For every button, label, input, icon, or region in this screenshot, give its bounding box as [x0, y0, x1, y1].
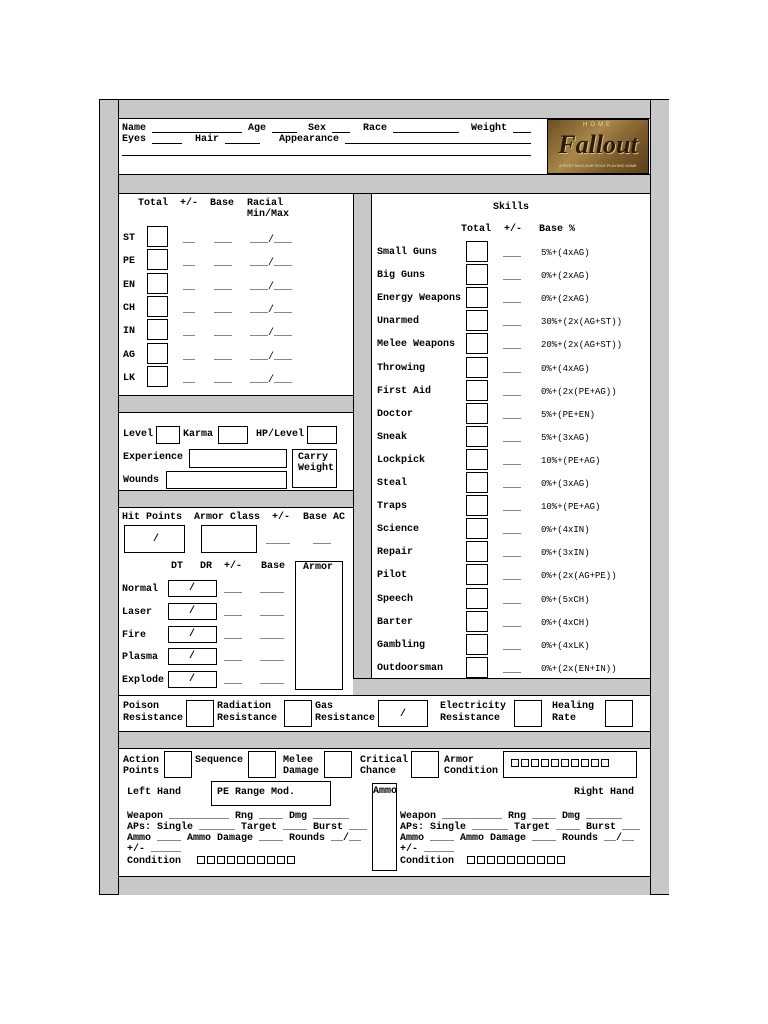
- skill-base-formula: 0%+(4xIN): [541, 525, 590, 536]
- right-condition-checkbox[interactable]: [487, 856, 495, 864]
- armor-class-box[interactable]: [201, 525, 257, 553]
- armor-condition-checkbox[interactable]: [581, 759, 589, 767]
- stat-label: EN: [123, 279, 136, 291]
- logo-text: Fallout: [558, 130, 638, 159]
- stat-total-box[interactable]: [147, 249, 168, 270]
- left-hand-label: Left Hand: [127, 787, 182, 798]
- section-bar-skills-bottom: [353, 678, 650, 696]
- skill-name: Doctor: [377, 408, 414, 420]
- res-plusminus-blank[interactable]: ___: [224, 585, 243, 596]
- skill-name: Repair: [377, 547, 414, 559]
- carry-weight-label-1: Carry: [298, 452, 329, 463]
- stat-total-box[interactable]: [147, 319, 168, 340]
- dt-dr-slash: /: [189, 583, 196, 594]
- sex-label: Sex: [308, 123, 327, 134]
- skill-base-formula: 30%+(2x(AG+ST)): [541, 317, 623, 328]
- res-base-blank[interactable]: ____: [260, 607, 285, 619]
- skill-plusminus-blank[interactable]: ___: [503, 295, 522, 307]
- ammo-label: Ammo: [373, 786, 398, 797]
- skill-name: Melee Weapons: [377, 339, 456, 351]
- right-condition-checkbox[interactable]: [537, 856, 545, 864]
- res-plusminus-blank[interactable]: ___: [224, 607, 243, 619]
- skill-plusminus-blank[interactable]: ___: [503, 249, 522, 260]
- electricity-label-1: Electricity: [440, 701, 507, 712]
- armor-condition-checkbox[interactable]: [561, 759, 569, 767]
- skill-plusminus-blank[interactable]: ___: [503, 641, 522, 653]
- ac-plusminus-blank[interactable]: ____: [266, 536, 291, 547]
- stat-label: CH: [123, 302, 136, 314]
- radiation-label-2: Resistance: [217, 713, 278, 724]
- armor-condition-checkbox[interactable]: [601, 759, 609, 767]
- armor-condition-label-2: Condition: [444, 766, 499, 777]
- dt-dr-box[interactable]: [168, 603, 217, 620]
- right-condition-checkbox[interactable]: [557, 856, 565, 864]
- left-border-bar: [100, 100, 119, 894]
- skill-base-formula: 5%+(3xAG): [541, 432, 590, 443]
- name-field[interactable]: [152, 132, 242, 133]
- dt-dr-box[interactable]: [168, 626, 217, 643]
- stat-label: ST: [123, 233, 136, 244]
- dt-dr-slash: /: [189, 674, 196, 686]
- armor-box[interactable]: [295, 561, 343, 690]
- left-weapon-line[interactable]: +/- _____: [127, 844, 182, 855]
- left-condition-checkbox[interactable]: [237, 856, 245, 864]
- skill-total-box[interactable]: [466, 541, 488, 562]
- right-condition-checkbox[interactable]: [547, 856, 555, 864]
- race-label: Race: [363, 123, 388, 134]
- sequence-box[interactable]: [248, 751, 276, 778]
- skill-base-formula: 0%+(3xAG): [541, 479, 590, 489]
- skill-name: Unarmed: [377, 316, 420, 328]
- stat-total-box[interactable]: [147, 296, 168, 317]
- right-condition-checkbox[interactable]: [477, 856, 485, 864]
- damage-type-label: Normal: [122, 584, 159, 595]
- race-field[interactable]: [393, 132, 459, 133]
- armor-condition-checkbox[interactable]: [521, 759, 529, 767]
- skill-total-box[interactable]: [466, 472, 488, 493]
- radiation-resistance-box[interactable]: [284, 700, 312, 727]
- stat-label: IN: [123, 326, 136, 338]
- skills-title: Skills: [493, 202, 530, 213]
- skill-total-box[interactable]: [466, 241, 488, 262]
- skill-total-box[interactable]: [466, 518, 488, 539]
- skill-name: Big Guns: [377, 270, 426, 282]
- karma-box[interactable]: [218, 426, 248, 444]
- skill-total-box[interactable]: [466, 588, 488, 609]
- left-weapon-line[interactable]: Weapon __________ Rng ____ Dmg ______: [127, 811, 350, 822]
- dt-dr-box[interactable]: [168, 671, 217, 688]
- armor-condition-checkbox[interactable]: [531, 759, 539, 767]
- gas-resistance-box[interactable]: [378, 700, 428, 727]
- armor-condition-box: [503, 751, 637, 778]
- action-points-label-2: Points: [123, 766, 160, 777]
- stat-plusminus-blank[interactable]: __: [183, 258, 196, 270]
- action-points-box[interactable]: [164, 751, 192, 778]
- skill-base-formula: 20%+(2x(AG+ST)): [541, 340, 623, 351]
- poison-resistance-box[interactable]: [186, 700, 214, 727]
- karma-label: Karma: [183, 429, 214, 440]
- attr-plusminus-header: +/-: [180, 198, 199, 209]
- skill-plusminus-blank[interactable]: ___: [503, 410, 522, 422]
- base-ac-label: Base AC: [303, 512, 346, 523]
- res-plusminus-blank[interactable]: ___: [224, 653, 243, 665]
- section-bar-level: [119, 395, 353, 413]
- stat-total-box[interactable]: [147, 343, 168, 364]
- armor-condition-checkbox[interactable]: [551, 759, 559, 767]
- skill-total-box[interactable]: [466, 426, 488, 447]
- left-condition-checkbox[interactable]: [227, 856, 235, 864]
- armor-label: Armor: [303, 562, 334, 573]
- skill-base-formula: 0%+(2x(AG+PE)): [541, 571, 617, 582]
- stat-base-blank[interactable]: ___: [214, 258, 233, 270]
- skill-name: Science: [377, 524, 420, 536]
- left-condition-checkbox[interactable]: [287, 856, 295, 864]
- skill-name: Throwing: [377, 362, 426, 374]
- right-hand-label: Right Hand: [574, 787, 635, 798]
- skill-base-formula: 0%+(4xCH): [541, 617, 590, 628]
- level-label: Level: [123, 429, 154, 440]
- skill-plusminus-blank[interactable]: ___: [503, 549, 522, 561]
- top-bar: [119, 100, 650, 119]
- ammo-box[interactable]: [372, 783, 397, 871]
- action-points-label-1: Action: [123, 755, 160, 766]
- skill-plusminus-blank[interactable]: ___: [503, 595, 522, 607]
- dt-dr-slash: /: [189, 605, 196, 617]
- res-plusminus-blank[interactable]: ___: [224, 630, 243, 642]
- electricity-resistance-box[interactable]: [514, 700, 542, 727]
- skill-name: Traps: [377, 501, 408, 513]
- logo-top-text: HOME: [583, 122, 613, 128]
- right-weapon-line[interactable]: Ammo ____ Ammo Damage ____ Rounds __/__: [400, 833, 635, 844]
- attr-base-header: Base: [210, 198, 235, 209]
- electricity-label-2: Resistance: [440, 713, 501, 724]
- attr-minmax-header: Min/Max: [247, 209, 290, 220]
- stat-base-blank[interactable]: ___: [214, 374, 233, 386]
- stat-minmax-blank[interactable]: ___/___: [250, 374, 293, 386]
- stat-base-blank[interactable]: ___: [214, 304, 233, 316]
- res-base-blank[interactable]: ____: [260, 653, 285, 665]
- hit-points-label: Hit Points: [122, 512, 183, 523]
- skill-base-formula: 5%+(4xAG): [541, 248, 590, 258]
- armor-condition-checkbox[interactable]: [511, 759, 519, 767]
- skill-total-box[interactable]: [466, 310, 488, 331]
- hit-points-slash: /: [153, 534, 160, 545]
- stat-base-blank[interactable]: ___: [214, 235, 233, 246]
- stat-minmax-blank[interactable]: ___/___: [250, 304, 293, 316]
- skill-base-formula: 0%+(3xIN): [541, 548, 590, 559]
- stat-label: AG: [123, 349, 136, 361]
- skill-plusminus-blank[interactable]: ___: [503, 480, 522, 491]
- skill-base-formula: 0%+(4xAG): [541, 363, 590, 374]
- stat-label: PE: [123, 256, 136, 268]
- damage-type-label: Laser: [122, 606, 153, 618]
- dt-dr-box[interactable]: [168, 580, 217, 597]
- melee-damage-label-2: Damage: [283, 766, 320, 777]
- skill-total-box[interactable]: [466, 564, 488, 585]
- skill-name: Speech: [377, 593, 414, 605]
- skill-name: Barter: [377, 616, 414, 628]
- damage-type-label: Plasma: [122, 652, 159, 664]
- skill-name: Energy Weapons: [377, 293, 462, 305]
- skill-plusminus-blank[interactable]: ___: [503, 433, 522, 445]
- critical-chance-label-1: Critical: [360, 755, 409, 766]
- skill-plusminus-blank[interactable]: ___: [503, 341, 522, 353]
- right-condition-checkboxes: [467, 856, 567, 867]
- stat-plusminus-blank[interactable]: __: [183, 351, 196, 363]
- stat-total-box[interactable]: [147, 273, 168, 294]
- fallout-logo: [547, 119, 649, 174]
- left-condition-checkbox[interactable]: [267, 856, 275, 864]
- name-label: Name: [122, 123, 147, 134]
- critical-chance-box[interactable]: [411, 751, 439, 778]
- stat-base-blank[interactable]: ___: [214, 351, 233, 363]
- stat-plusminus-blank[interactable]: __: [183, 374, 196, 386]
- appearance-field-line2[interactable]: [122, 155, 531, 156]
- skill-base-formula: 10%+(PE+AG): [541, 502, 601, 513]
- skill-total-box[interactable]: [466, 403, 488, 424]
- hair-label: Hair: [195, 134, 220, 145]
- carry-weight-box[interactable]: [292, 449, 337, 488]
- skill-total-box[interactable]: [466, 611, 488, 632]
- appearance-field[interactable]: [345, 143, 531, 144]
- experience-box[interactable]: [189, 449, 287, 468]
- level-box[interactable]: [156, 426, 180, 444]
- hp-level-box[interactable]: [307, 426, 337, 444]
- right-condition-checkbox[interactable]: [467, 856, 475, 864]
- skill-plusminus-blank[interactable]: ___: [503, 618, 522, 630]
- logo-sub-text: A POST NUCLEAR ROLE PLAYING GAME: [559, 163, 637, 168]
- attr-skills-separator: [353, 194, 372, 678]
- skill-plusminus-blank[interactable]: ___: [503, 526, 522, 538]
- skill-base-formula: 5%+(PE+EN): [541, 409, 596, 420]
- critical-chance-label-2: Chance: [360, 766, 397, 777]
- melee-damage-label-1: Melee: [283, 755, 314, 766]
- skill-plusminus-blank[interactable]: ___: [503, 387, 522, 399]
- res-base-blank[interactable]: ____: [260, 585, 285, 596]
- dr-header: DR: [200, 561, 213, 572]
- left-condition-checkbox[interactable]: [207, 856, 215, 864]
- skill-name: Outdoorsman: [377, 662, 444, 674]
- bottom-bar: [119, 876, 650, 895]
- skills-total-header: Total: [461, 224, 492, 235]
- weight-label: Weight: [471, 123, 508, 134]
- stat-minmax-blank[interactable]: ___/___: [250, 328, 293, 340]
- eyes-field[interactable]: [152, 143, 182, 144]
- skill-base-formula: 0%+(5xCH): [541, 594, 590, 605]
- sequence-label: Sequence: [195, 755, 244, 766]
- left-condition-checkbox[interactable]: [257, 856, 265, 864]
- stat-total-box[interactable]: [147, 366, 168, 387]
- skill-total-box[interactable]: [466, 357, 488, 378]
- stat-minmax-blank[interactable]: ___/___: [250, 281, 293, 293]
- skill-plusminus-blank[interactable]: ___: [503, 272, 522, 284]
- right-condition-checkbox[interactable]: [527, 856, 535, 864]
- section-bar-derived: [119, 731, 650, 749]
- right-weapon-line[interactable]: Weapon __________ Rng ____ Dmg ______: [400, 811, 623, 822]
- skill-name: First Aid: [377, 385, 432, 397]
- attr-total-header: Total: [138, 198, 169, 209]
- wounds-label: Wounds: [123, 475, 160, 486]
- left-weapon-line[interactable]: Ammo ____ Ammo Damage ____ Rounds __/__: [127, 833, 362, 844]
- dt-dr-slash: /: [189, 628, 196, 640]
- gas-label-1: Gas: [315, 701, 334, 712]
- skill-plusminus-blank[interactable]: ___: [503, 664, 522, 676]
- melee-damage-box[interactable]: [324, 751, 352, 778]
- divider: [119, 695, 650, 696]
- right-weapon-line[interactable]: APs: Single ______ Target ____ Burst ___: [400, 822, 641, 833]
- armor-condition-checkbox[interactable]: [541, 759, 549, 767]
- attr-racial-header: Racial: [247, 198, 284, 209]
- sex-field[interactable]: [332, 132, 350, 133]
- dt-header: DT: [171, 561, 184, 572]
- left-condition-checkboxes: [197, 856, 297, 867]
- skill-name: Lockpick: [377, 454, 426, 466]
- skill-base-formula: 0%+(2xAG): [541, 271, 590, 282]
- skill-base-formula: 0%+(2x(EN+IN)): [541, 663, 617, 674]
- right-condition-label: Condition: [400, 856, 455, 867]
- stat-plusminus-blank[interactable]: __: [183, 304, 196, 316]
- age-field[interactable]: [272, 132, 297, 133]
- pe-range-mod-label: PE Range Mod.: [217, 787, 296, 798]
- hair-field[interactable]: [225, 143, 260, 144]
- wounds-box[interactable]: [166, 471, 287, 489]
- stat-label: LK: [123, 372, 136, 384]
- healing-rate-box[interactable]: [605, 700, 633, 727]
- stat-plusminus-blank[interactable]: __: [183, 235, 196, 246]
- skill-base-formula: 0%+(2x(PE+AG)): [541, 386, 617, 397]
- right-condition-checkbox[interactable]: [507, 856, 515, 864]
- damage-type-label: Explode: [122, 675, 165, 687]
- left-condition-checkbox[interactable]: [217, 856, 225, 864]
- carry-weight-label-2: Weight: [298, 463, 335, 474]
- armor-condition-checkbox[interactable]: [571, 759, 579, 767]
- skill-total-box[interactable]: [466, 657, 488, 678]
- skill-name: Steal: [377, 478, 408, 489]
- res-base-blank[interactable]: ____: [260, 630, 285, 642]
- stat-base-blank[interactable]: ___: [214, 328, 233, 340]
- skills-plusminus-header: +/-: [504, 224, 523, 235]
- skill-base-formula: 0%+(4xLK): [541, 640, 590, 651]
- res-plusminus-header: +/-: [224, 561, 243, 572]
- left-condition-label: Condition: [127, 856, 182, 867]
- skill-total-box[interactable]: [466, 495, 488, 516]
- stat-plusminus-blank[interactable]: __: [183, 328, 196, 340]
- dt-dr-slash: /: [189, 651, 196, 663]
- section-bar-combat: [119, 490, 353, 508]
- skill-base-formula: 0%+(2xAG): [541, 294, 590, 305]
- experience-label: Experience: [123, 452, 184, 463]
- ac-plusminus-label: +/-: [272, 512, 291, 523]
- left-condition-checkbox[interactable]: [197, 856, 205, 864]
- armor-class-label: Armor Class: [194, 512, 261, 523]
- armor-condition-checkbox[interactable]: [591, 759, 599, 767]
- stat-minmax-blank[interactable]: ___/___: [250, 235, 293, 246]
- armor-condition-checkboxes: [511, 759, 611, 770]
- skill-plusminus-blank[interactable]: ___: [503, 572, 522, 584]
- skills-base-header: Base %: [539, 224, 576, 235]
- healing-label-2: Rate: [552, 713, 577, 724]
- radiation-label-1: Radiation: [217, 701, 272, 712]
- poison-label-2: Resistance: [123, 713, 184, 724]
- dt-dr-box[interactable]: [168, 648, 217, 665]
- skill-name: Sneak: [377, 431, 408, 443]
- age-label: Age: [248, 123, 267, 134]
- gas-label-2: Resistance: [315, 713, 376, 724]
- stat-minmax-blank[interactable]: ___/___: [250, 258, 293, 270]
- right-condition-checkbox[interactable]: [497, 856, 505, 864]
- skill-plusminus-blank[interactable]: ___: [503, 503, 522, 515]
- skill-total-box[interactable]: [466, 333, 488, 354]
- stat-total-box[interactable]: [147, 226, 168, 247]
- skill-plusminus-blank[interactable]: ___: [503, 318, 522, 330]
- skill-total-box[interactable]: [466, 264, 488, 285]
- skill-name: Pilot: [377, 570, 408, 582]
- weight-field[interactable]: [513, 132, 531, 133]
- right-border-bar: [650, 100, 669, 894]
- pe-range-mod-box[interactable]: [211, 781, 331, 806]
- res-base-blank[interactable]: ____: [260, 676, 285, 688]
- healing-label-1: Healing: [552, 701, 595, 712]
- stat-plusminus-blank[interactable]: __: [183, 281, 196, 293]
- hit-points-box[interactable]: [124, 525, 185, 553]
- skill-total-box[interactable]: [466, 287, 488, 308]
- appearance-label: Appearance: [279, 134, 340, 145]
- skill-plusminus-blank[interactable]: ___: [503, 364, 522, 376]
- skill-plusminus-blank[interactable]: ___: [503, 456, 522, 468]
- skill-total-box[interactable]: [466, 449, 488, 470]
- base-ac-blank[interactable]: ___: [313, 536, 332, 547]
- skill-base-formula: 10%+(PE+AG): [541, 455, 601, 466]
- right-condition-checkbox[interactable]: [517, 856, 525, 864]
- armor-condition-label-1: Armor: [444, 755, 475, 766]
- stat-minmax-blank[interactable]: ___/___: [250, 351, 293, 363]
- skill-total-box[interactable]: [466, 634, 488, 655]
- skill-name: Small Guns: [377, 247, 438, 258]
- stat-base-blank[interactable]: ___: [214, 281, 233, 293]
- damage-type-label: Fire: [122, 629, 147, 641]
- res-plusminus-blank[interactable]: ___: [224, 676, 243, 688]
- section-bar-attributes: [119, 175, 650, 194]
- skill-name: Gambling: [377, 639, 426, 651]
- eyes-label: Eyes: [122, 134, 147, 145]
- poison-label-1: Poison: [123, 701, 160, 712]
- gas-resistance-slash: /: [400, 709, 407, 720]
- left-weapon-line[interactable]: APs: Single ______ Target ____ Burst ___: [127, 822, 368, 833]
- res-base-header: Base: [261, 561, 286, 572]
- left-condition-checkbox[interactable]: [247, 856, 255, 864]
- right-weapon-line[interactable]: +/- _____: [400, 844, 455, 855]
- hp-level-label: HP/Level: [256, 429, 305, 440]
- left-condition-checkbox[interactable]: [277, 856, 285, 864]
- skill-total-box[interactable]: [466, 380, 488, 401]
